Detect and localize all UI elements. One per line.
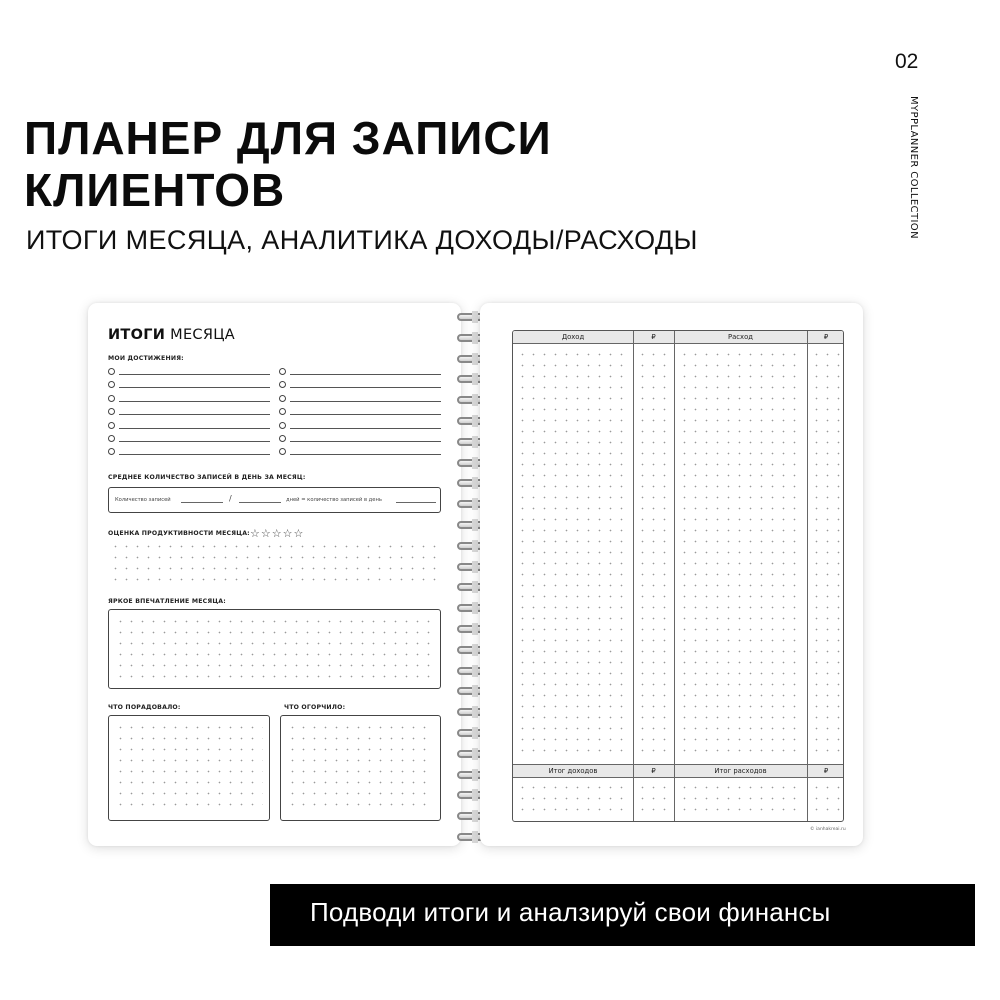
rating-notes-dots[interactable] <box>110 541 440 583</box>
achievement-checkbox[interactable] <box>108 368 115 375</box>
achievement-line <box>290 414 441 415</box>
left-page-title-regular: МЕСЯЦА <box>170 327 236 343</box>
expense-currency-header: ₽ <box>807 331 844 344</box>
column-divider-2 <box>674 331 675 821</box>
achievement-row[interactable] <box>279 447 441 457</box>
left-page-title-bold: ИТОГИ <box>108 327 166 343</box>
expense-total-sum-dots[interactable] <box>811 782 841 818</box>
income-total-currency: ₽ <box>633 765 674 778</box>
finance-table <box>512 330 844 822</box>
achievement-checkbox[interactable] <box>108 381 115 388</box>
achievement-checkbox[interactable] <box>108 435 115 442</box>
income-sum-dots[interactable] <box>637 349 671 759</box>
achievement-checkbox[interactable] <box>279 435 286 442</box>
achievement-row[interactable] <box>279 367 441 377</box>
avg-label: СРЕДНЕЕ КОЛИЧЕСТВО ЗАПИСЕЙ В ДЕНЬ ЗА МЕСЯЦ: <box>108 474 306 481</box>
achievement-line <box>290 387 441 388</box>
achievement-line <box>119 387 270 388</box>
achievement-checkbox[interactable] <box>108 422 115 429</box>
page-number: 02 <box>895 50 919 73</box>
achievement-row[interactable] <box>279 380 441 390</box>
notebook-right-page <box>480 303 863 846</box>
achievement-row[interactable] <box>279 434 441 444</box>
side-label-text: MYPPLANNER COLLECTION <box>908 96 919 239</box>
income-currency-header: ₽ <box>633 331 674 344</box>
achievement-row[interactable] <box>108 407 270 417</box>
achievement-line <box>119 441 270 442</box>
column-divider-1 <box>633 331 634 821</box>
impression-label: ЯРКОЕ ВПЕЧАТЛЕНИЕ МЕСЯЦА: <box>108 598 226 605</box>
achievements-label: МОИ ДОСТИЖЕНИЯ: <box>108 355 184 362</box>
achievement-row[interactable] <box>108 434 270 444</box>
achievement-line <box>290 454 441 455</box>
avg-days-field[interactable] <box>239 502 281 503</box>
expense-header: Расход <box>674 331 807 344</box>
side-label <box>908 96 922 246</box>
achievement-line <box>119 374 270 375</box>
rating-label: ОЦЕНКА ПРОДУКТИВНОСТИ МЕСЯЦА: <box>108 530 250 537</box>
avg-divider: / <box>229 494 232 503</box>
page-subtitle: ИТОГИ МЕСЯЦА, АНАЛИТИКА ДОХОДЫ/РАСХОДЫ <box>26 225 698 255</box>
title-line-2: КЛИЕНТОВ <box>24 164 286 216</box>
left-page-title <box>108 327 235 343</box>
achievement-row[interactable] <box>279 407 441 417</box>
avg-days-text: дней = количество записей в день <box>286 497 382 503</box>
notebook-left-page <box>88 303 461 846</box>
achievement-row[interactable] <box>108 447 270 457</box>
pleased-label: ЧТО ПОРАДОВАЛО: <box>108 704 181 711</box>
income-dots[interactable] <box>517 349 630 759</box>
income-header: Доход <box>513 331 633 344</box>
avg-count-text: Количество записей <box>115 497 171 503</box>
impression-box-dots <box>115 616 434 682</box>
pleased-box-dots <box>115 722 263 814</box>
achievement-line <box>290 441 441 442</box>
achievement-row[interactable] <box>108 380 270 390</box>
banner-text: Подводи итоги и аналзируй свои финансы <box>310 897 831 927</box>
upset-label: ЧТО ОГОРЧИЛО: <box>284 704 346 711</box>
achievement-checkbox[interactable] <box>279 448 286 455</box>
expense-sum-dots[interactable] <box>811 349 841 759</box>
bottom-banner <box>270 884 975 946</box>
achievement-checkbox[interactable] <box>279 408 286 415</box>
impression-box[interactable] <box>108 609 441 689</box>
achievement-checkbox[interactable] <box>279 381 286 388</box>
achievement-checkbox[interactable] <box>279 395 286 402</box>
achievement-row[interactable] <box>108 394 270 404</box>
expense-total-currency: ₽ <box>807 765 844 778</box>
achievement-row[interactable] <box>279 394 441 404</box>
achievement-line <box>119 454 270 455</box>
pleased-box[interactable] <box>108 715 270 821</box>
achievement-checkbox[interactable] <box>108 395 115 402</box>
achievement-line <box>290 401 441 402</box>
rating-stars[interactable]: ☆☆☆☆☆ <box>250 527 305 540</box>
achievement-checkbox[interactable] <box>108 408 115 415</box>
achievement-line <box>119 428 270 429</box>
achievement-line <box>290 428 441 429</box>
column-divider-3 <box>807 331 808 821</box>
achievement-row[interactable] <box>108 367 270 377</box>
avg-result-field[interactable] <box>396 502 436 503</box>
credit-text: © ianhakreai.ru <box>810 827 846 832</box>
achievement-checkbox[interactable] <box>279 422 286 429</box>
achievement-checkbox[interactable] <box>108 448 115 455</box>
achievement-line <box>119 401 270 402</box>
upset-box-dots <box>287 722 434 814</box>
achievement-line <box>290 374 441 375</box>
income-total-header: Итог доходов <box>513 765 633 778</box>
title-line-1: ПЛАНЕР ДЛЯ ЗАПИСИ <box>24 112 552 164</box>
expense-dots[interactable] <box>679 349 803 759</box>
expense-total-dots[interactable] <box>679 782 803 818</box>
achievement-row[interactable] <box>108 421 270 431</box>
achievement-line <box>119 414 270 415</box>
page-title <box>24 112 552 216</box>
avg-records-box[interactable] <box>108 487 441 513</box>
achievement-checkbox[interactable] <box>279 368 286 375</box>
achievement-row[interactable] <box>279 421 441 431</box>
income-total-sum-dots[interactable] <box>637 782 671 818</box>
avg-count-field[interactable] <box>181 502 223 503</box>
upset-box[interactable] <box>280 715 441 821</box>
expense-total-header: Итог расходов <box>674 765 807 778</box>
income-total-dots[interactable] <box>517 782 630 818</box>
